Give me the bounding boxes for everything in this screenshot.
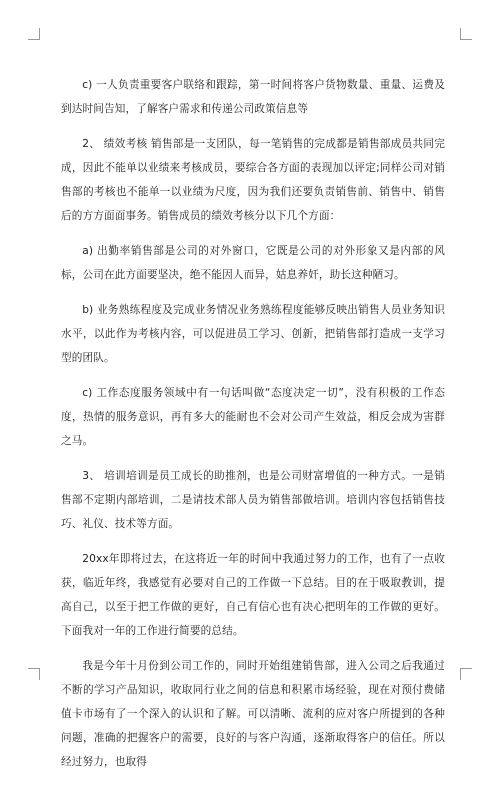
- crop-mark-bottom-right: [460, 668, 472, 680]
- paragraph-attendance: a) 出勤率销售部是公司的对外窗口，它既是公司的对外形象又是内部的风标，公司在此方面要坚决，绝不能因人而异，姑息养奸，助长这种陋习。: [61, 245, 445, 281]
- paragraph-business-proficiency: b) 业务熟练程度及完成业务情况业务熟练程度能够反映出销售人员业务知识水平，以此作为考核内容，可以促进员工学习、创新，把销售部打造成一支学习型的团队。: [61, 304, 445, 364]
- document-body: [61, 73, 445, 785]
- paragraph-work-attitude: c) 工作态度服务领域中有一句话叫做“态度决定一切”，没有积极的工作态度，热情的服务意识，再有多大的能耐也不会对公司产生效益，相反会成为害群之马。: [61, 387, 445, 447]
- paragraph-training: 3、 培训培训是员工成长的助推剂，也是公司财富增值的一种方式。一是销售部不定期内部培训，二是请技术部人员为销售部做培训。培训内容包括销售技巧、礼仪、技术等方面。: [61, 470, 445, 530]
- paragraph-customer-liaison: c) 一人负责重要客户联络和跟踪，第一时间将客户货物数量、重量、运费及到达时间告知，了解客户需求和传递公司政策信息等: [61, 79, 445, 115]
- crop-mark-top-left: [28, 28, 40, 40]
- paragraph-performance-review: 2、 绩效考核 销售部是一支团队，每一笔销售的完成都是销售部成员共同完成，因此不能单以业绩来考核成员，要综合各方面的表现加以评定;同样公司对销售部的考核也不能单一以业绩为尺度，因为我们还要负责销售前、销售中、销售后的方方面面事务。销售成员的绩效考核分以下几个方面：: [61, 138, 445, 222]
- crop-mark-top-right: [460, 28, 472, 40]
- paragraph-october-start: 我是今年十月份到公司工作的，同时开始组建销售部，进入公司之后我通过不断的学习产品知识，收取同行业之间的信息和积累市场经验，现在对预付费储值卡市场有了一个深入的认识和了解。可以清晰、流利的应对客户所提到的各种问题，准确的把握客户的需要，良好的与客户沟通，逐渐取得客户的信任。所以经过努力，也取得: [61, 660, 445, 768]
- crop-mark-bottom-left: [28, 668, 40, 680]
- paragraph-year-summary: 20xx年即将过去，在这将近一年的时间中我通过努力的工作，也有了一点收获，临近年终，我感觉有必要对自己的工作做一下总结。目的在于吸取教训，提高自己，以至于把工作做的更好，自己有信心也有决心把明年的工作做的更好。下面我对一年的工作进行简要的总结。: [61, 553, 445, 637]
